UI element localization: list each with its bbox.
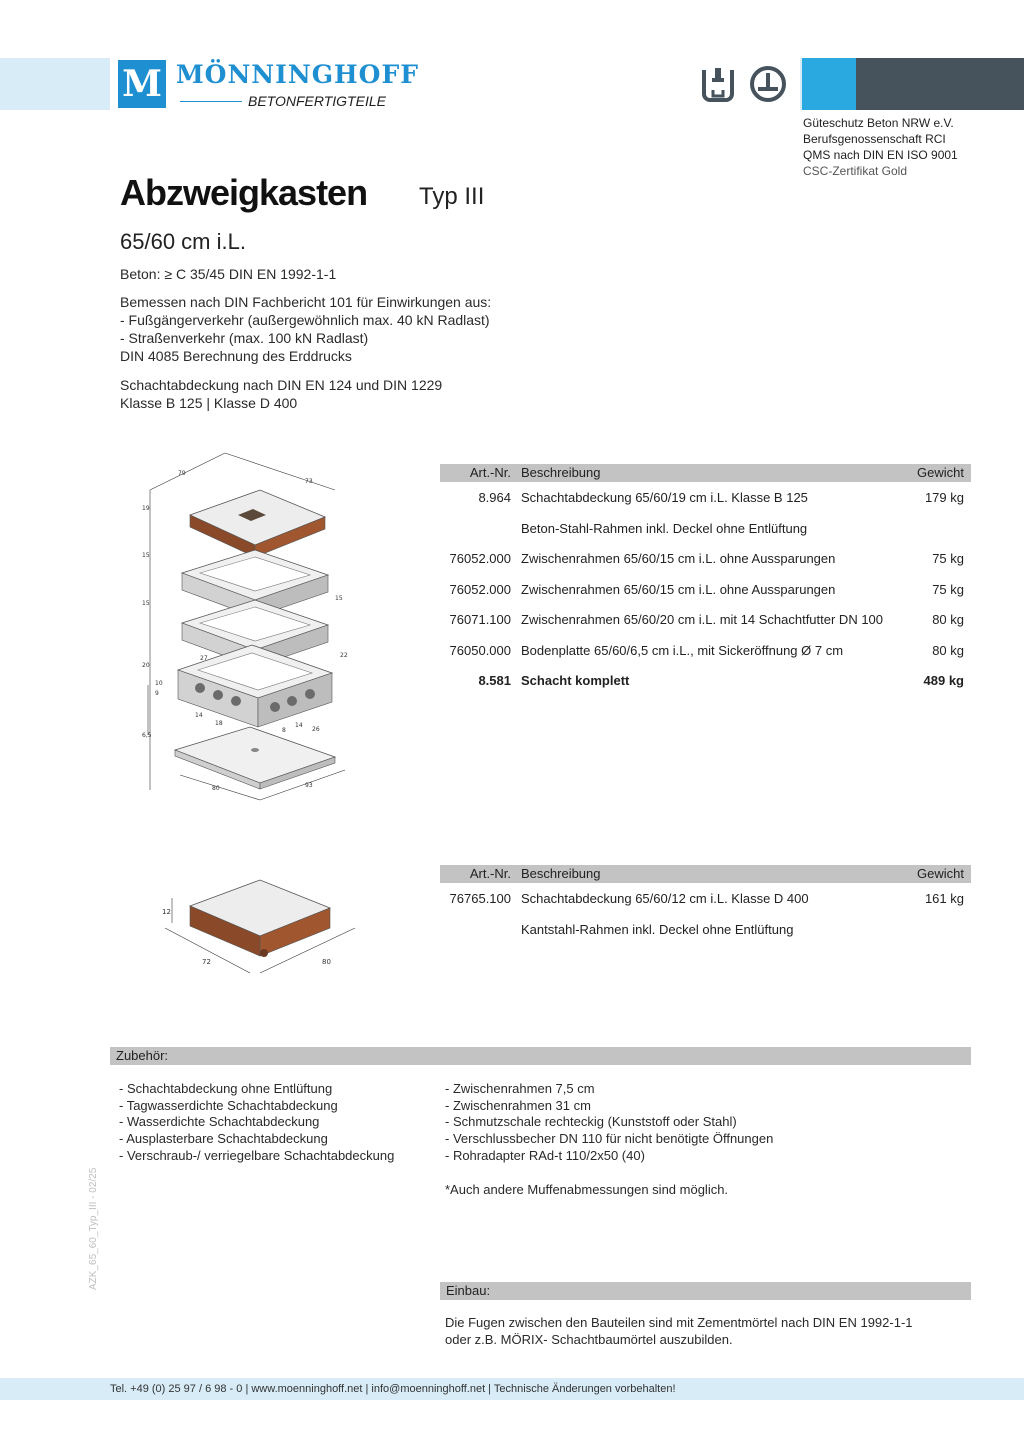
design-basis [120,293,491,365]
dimension-label: 8 [282,727,286,734]
dimension-label: 80 [322,958,331,966]
dimension-label: 22 [340,652,348,659]
cell-art: 76052.000 [449,581,511,597]
dimension-label: 27 [200,655,208,662]
certification-item: Güteschutz Beton NRW e.V. [803,116,954,130]
accessories-list-left [119,1081,394,1165]
table-row [440,543,971,574]
dimension-label: 73 [305,478,313,485]
shaft-icon [698,64,738,104]
cell-description: Beton-Stahl-Rahmen inkl. Deckel ohne Entlüftung [521,520,808,536]
cover-line: Schachtabdeckung nach DIN EN 124 und DIN 1229 [120,377,443,393]
cell-description: Schacht komplett [521,673,630,688]
manhole-cover-icon [748,64,788,104]
design-line: - Fußgängerverkehr (außergewöhnlich max. 40 kN Radlast) [120,312,490,328]
installation-line: oder z.B. MÖRIX- Schachtbaumörtel auszubilden. [445,1331,733,1347]
dimension-label: 15 [335,595,343,602]
cell-description: Kantstahl-Rahmen inkl. Deckel ohne Entlüftung [521,921,794,937]
cover-line: Klasse B 125 | Klasse D 400 [120,395,298,411]
dimension-label: 10 [155,680,163,687]
cell-art: 76052.000 [449,551,511,566]
cell-weight: 161 kg [924,891,964,906]
table-row-total [440,665,971,696]
list-item: - Rohradapter RAd-t 110/2x50 (40) [445,1147,645,1163]
dimension-label: 26 [312,726,320,733]
dimension-label: 20 [142,662,150,669]
table-header [440,865,971,883]
installation-title: Einbau: [446,1283,491,1298]
dimension-label: 19 [142,505,150,512]
column-header-weight: Gewicht [917,866,964,881]
installation-line: Die Fugen zwischen den Bauteilen sind mit Zementmörtel nach DIN EN 1992-1-1 [445,1315,913,1330]
product-dimension: 65/60 cm i.L. [120,229,246,254]
logo-name: MÖNNINGHOFF [176,60,419,89]
header-accent-block [802,58,856,110]
column-header-description: Beschreibung [521,465,601,480]
logo-subtitle: BETONFERTIGTEILE [248,93,386,109]
cell-art: 8.581 [478,673,511,688]
design-line: DIN 4085 Berechnung des Erddrucks [120,348,352,364]
column-header-description: Beschreibung [521,866,601,881]
cell-description: Bodenplatte 65/60/6,5 cm i.L., mit Sickeröffnung Ø 7 cm [521,642,844,658]
accessories-list-right [445,1081,773,1165]
certification-item: Berufsgenossenschaft RCI [803,132,946,146]
certification-item: QMS nach DIN EN ISO 9001 [803,148,958,162]
accessories-title: Zubehör: [116,1048,169,1063]
cell-art: 76071.100 [449,612,511,627]
table-row [440,604,971,635]
dimension-label: 15 [142,600,150,607]
table-row [440,635,971,666]
table-row [440,914,971,945]
dimension-label: 15 [142,552,150,559]
cell-art: 8.964 [478,490,511,505]
logo-divider [180,101,242,102]
list-item: - Zwischenrahmen 7,5 cm [445,1081,595,1096]
design-line: - Straßenverkehr (max. 100 kN Radlast) [120,330,369,346]
dimension-label: 80 [212,785,220,792]
cell-weight: 489 kg [923,673,964,688]
installation-header [440,1282,971,1300]
cell-art: 76050.000 [449,642,511,658]
product-type: Typ III [419,183,485,210]
component-table [440,464,971,696]
column-header-art: Art.-Nr. [469,866,511,881]
dimension-label: 6,5 [142,732,152,739]
list-item: - Wasserdichte Schachtabdeckung [119,1114,320,1130]
footer-contact: Tel. +49 (0) 25 97 / 6 98 - 0 | www.moenninghoff.net | info@moenninghoff.net | Technische Änderungen vorbehalten! [110,1383,676,1395]
page-title: Abzweigkasten [120,172,368,213]
cover-d400-drawing [150,868,370,988]
accessories-header [110,1047,971,1065]
certification-item: CSC-Zertifikat Gold [803,164,908,178]
cell-description: Zwischenrahmen 65/60/15 cm i.L. ohne Aussparungen [521,551,836,566]
dimension-label: 14 [195,712,203,719]
table-row [440,513,971,544]
cell-description: Zwischenrahmen 65/60/15 cm i.L. ohne Aussparungen [521,581,836,597]
list-item: - Ausplasterbare Schachtabdeckung [119,1131,328,1147]
cell-description: Zwischenrahmen 65/60/20 cm i.L. mit 14 Schachtfutter DN 100 [521,612,884,627]
dimension-label: 79 [178,470,186,477]
table-header [440,464,971,482]
dimension-label: 12 [162,908,171,916]
cell-weight: 80 kg [932,612,964,627]
column-header-weight: Gewicht [917,465,964,480]
list-item: - Verschlussbecher DN 110 für nicht benötigte Öffnungen [445,1131,774,1147]
dimension-label: 9 [155,690,159,697]
column-header-art: Art.-Nr. [469,465,511,480]
dimension-label: 72 [202,958,211,966]
cell-description: Schachtabdeckung 65/60/12 cm i.L. Klasse D 400 [521,891,809,906]
cover-table [440,865,971,944]
table-row [440,574,971,605]
table-row [440,883,971,914]
certification-list [803,115,958,179]
dimension-label: 93 [305,782,313,789]
cell-weight: 75 kg [932,551,964,566]
dimension-label: 14 [295,722,303,729]
list-item: - Schmutzschale rechteckig (Kunststoff oder Stahl) [445,1114,737,1130]
list-item: - Verschraub-/ verriegelbare Schachtabdeckung [119,1147,395,1163]
design-line: Bemessen nach DIN Fachbericht 101 für Einwirkungen aus: [120,294,492,310]
cell-weight: 80 kg [932,642,964,658]
header-dark-block [856,58,1024,110]
dimension-label: 18 [215,720,223,727]
logo-mark: M [118,60,166,108]
list-item: - Schachtabdeckung ohne Entlüftung [119,1081,333,1096]
installation-text [445,1315,913,1348]
list-item: - Tagwasserdichte Schachtabdeckung [119,1097,338,1113]
cell-art: 76765.100 [449,891,511,906]
cover-standard [120,376,442,412]
accessories-note: *Auch andere Muffenabmessungen sind möglich. [445,1182,729,1197]
list-item: - Zwischenrahmen 31 cm [445,1097,591,1113]
exploded-shaft-drawing [120,445,420,815]
cell-description: Schachtabdeckung 65/60/19 cm i.L. Klasse B 125 [521,490,808,505]
document-code: AZK_65_60_Typ_III - 02/25 [88,1167,99,1290]
cell-weight: 179 kg [924,490,964,505]
cell-weight: 75 kg [932,581,964,597]
table-row [440,482,971,513]
concrete-spec: Beton: ≥ C 35/45 DIN EN 1992-1-1 [120,266,337,282]
